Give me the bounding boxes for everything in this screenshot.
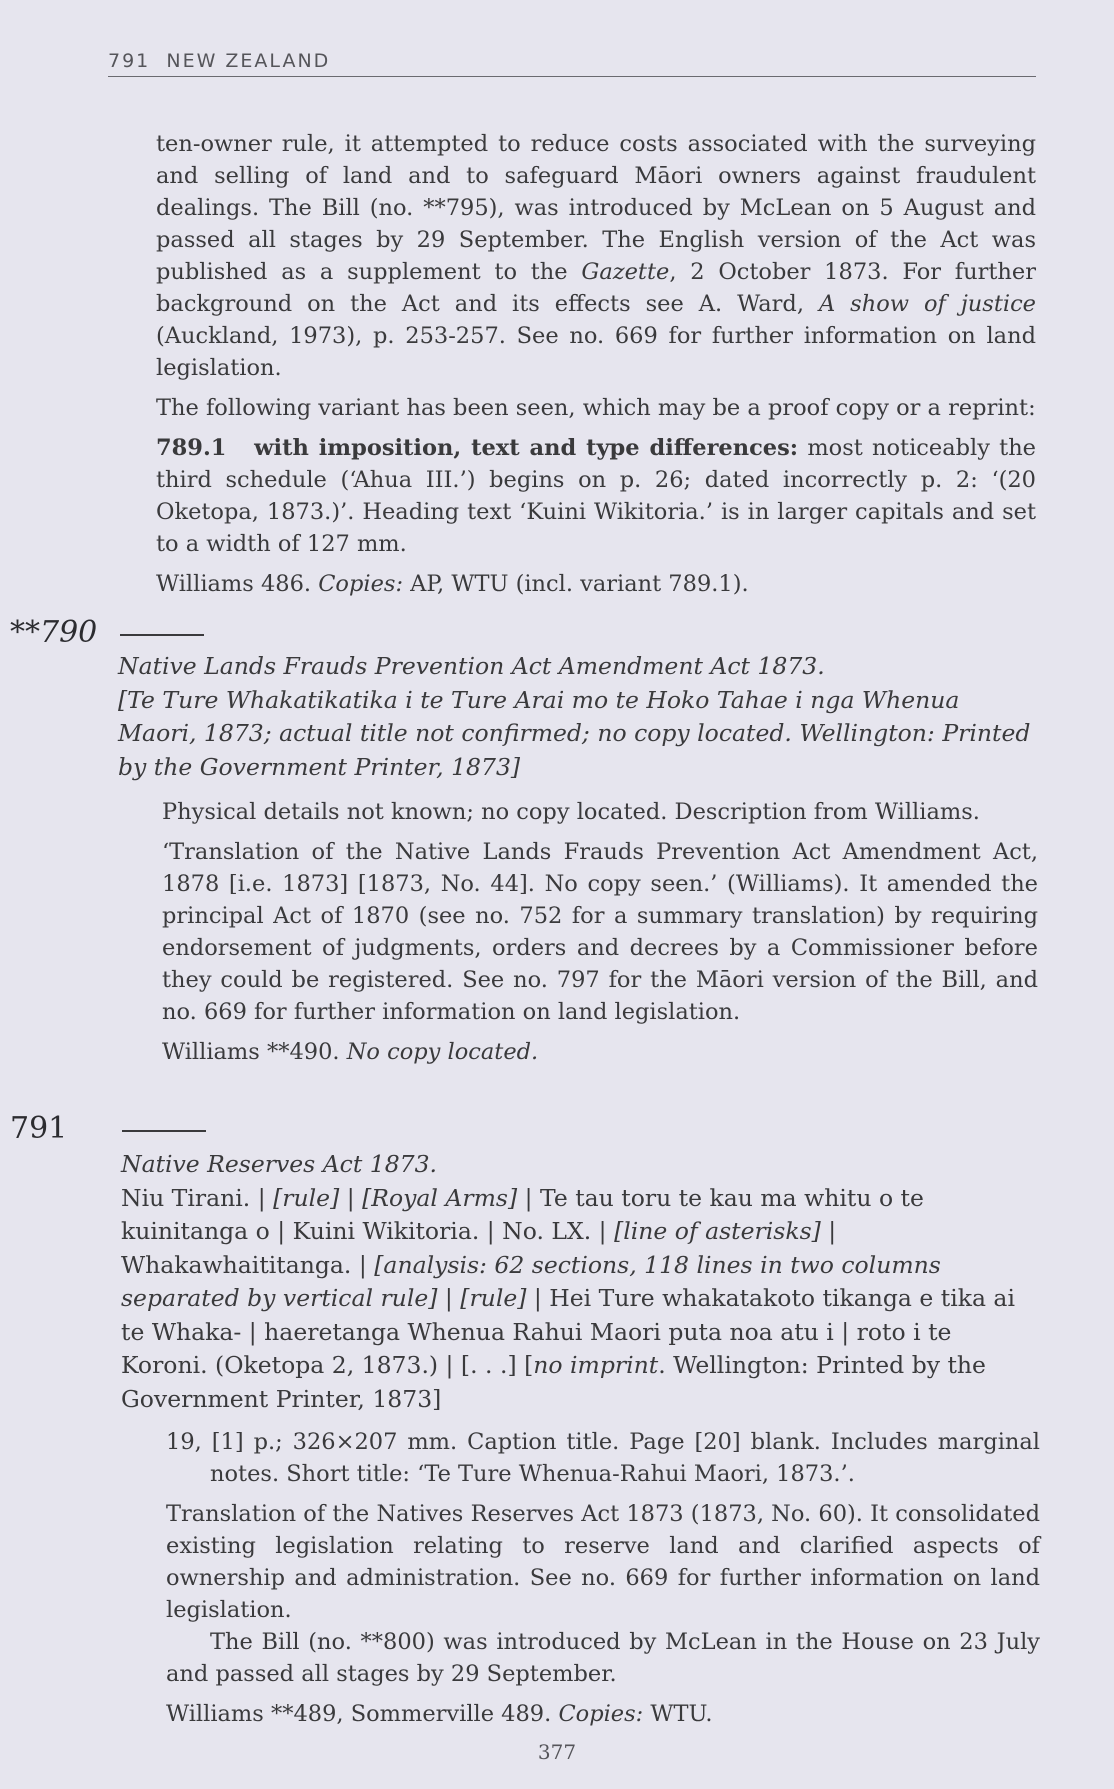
entry-790-title: Native Lands Frauds Prevention Act Amendment Act 1873. [118,652,825,680]
entry-789-continuation [156,128,1036,608]
entry-791-title: Native Reserves Act 1873. [121,1150,438,1178]
entry-791-title-block [121,1148,1041,1416]
entry-790-notes: ‘Translation of the Native Lands Frauds Prevention Act Amendment Act, 1878 [i.e. 1873] [1873, No. 44]. No copy seen.’ (Williams). It amended the principal Act of 1870 (see no. 752 for a summary translation) by requiring endorsement of judgments, orders and decrees by a Commissioner before they could be registered. See no. 797 for the Māori version of the Bill, and no. 669 for further information on land legislation. [162,839,1038,1025]
variant-789-1: 789.1 with imposition, text and type differences: most noticeably the third schedule (‘Ahua III.’) begins on p. 26; dated incorrectly p. 2: ‘(20 Oketopa, 1873.)’. Heading text ‘Kuini Wikitoria.’ is in larger capitals and set to a width of 127 mm. [156,435,1037,557]
entry-number-790: **790 [10,615,98,650]
entry-790-physical: Physical details not known; no copy located. Description from Williams. [162,799,980,825]
entry-791-physical: 19, [1] p.; 326×207 mm. Caption title. Page [20] blank. Includes marginal notes. Short title: ‘Te Ture Whenua-Rahui Maori, 1873.’. [166,1429,1040,1487]
entry-791-bill-note: The Bill (no. **800) was introduced by McLean in the House on 23 July and passed all stages by 29 September. [166,1629,1040,1687]
entry-789-paragraph: ten-owner rule, it attempted to reduce costs associated with the surveying and selling of land and to safeguard Māori owners against fraudulent dealings. The Bill (no. **795), was introduced by McLean on 5 August and passed all stages by 29 September. The English version of the Act was published as a supplement to the Gazette, 2 October 1873. For further background on the Act and its effects see A. Ward, A show of justice (Auckland, 1973), p. 253-257. See no. 669 for further information on land legislation. [156,131,1036,381]
entry-791-notes: Translation of the Natives Reserves Act 1873 (1873, No. 60). It consolidated existing legislation relating to reserve land and clarified aspects of ownership and administration. See no. 669 for further information on land legislation. [166,1501,1040,1623]
entry-number-791: 791 [10,1111,68,1146]
running-head-title: NEW ZEALAND [166,50,331,72]
entry-dash [122,1130,206,1132]
entry-791-references: Williams **489, Sommerville 489. Copies: WTU. [166,1701,713,1727]
entry-791-details [166,1426,1040,1730]
entry-789-references: Williams 486. Copies: AP, WTU (incl. variant 789.1). [156,571,749,597]
running-head-page: 791 [108,50,151,72]
page-number: 377 [537,1740,577,1764]
entry-790-details [162,796,1038,1068]
header-rule [108,76,1036,77]
entry-790-references: Williams **490. No copy located. [162,1039,539,1065]
entry-790-transcription: [Te Ture Whakatikatika i te Ture Arai mo te Hoko Tahae i nga Whenua Maori, 1873; actual title not confirmed; no copy located. Wellington: Printed by the Government Printer, 1873] [118,685,1031,781]
running-head [108,50,330,72]
entry-dash [120,634,204,636]
entry-790-title-block [118,650,1038,784]
variant-intro: The following variant has been seen, which may be a proof copy or a reprint: [156,395,1036,421]
entry-791-transcription: Niu Tirani. | [rule] | [Royal Arms] | Te tau toru te kau ma whitu o te kuinitanga o | Kuini Wikitoria. | No. LX. | [line of asterisks] | Whakawhaititanga. | [analysis: 62 sections, 118 lines in two columns separated by vertical rule] | [rule] | Hei Ture whakatakoto tikanga e tika ai te Whaka- | haeretanga Whenua Rahui Maori puta noa atu i | roto i te Koroni. (Oketopa 2, 1873.) | [. . .] [no imprint. Wellington: Printed by the Government Printer, 1873] [121,1183,1015,1413]
